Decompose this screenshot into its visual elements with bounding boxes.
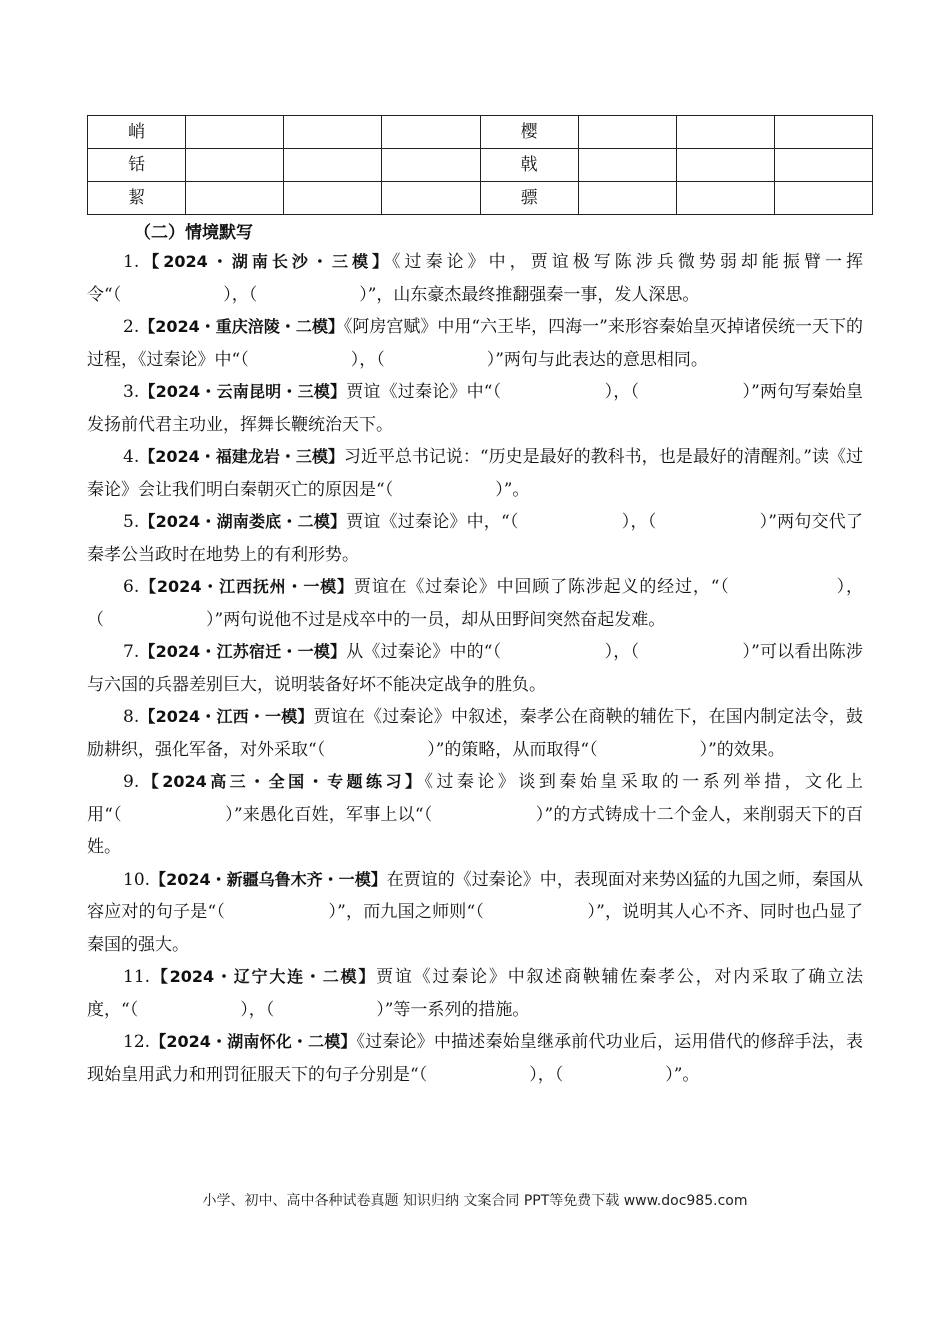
question-number: 11. — [123, 967, 151, 987]
question-source: 【2024・湖南怀化・二模】 — [150, 1032, 357, 1051]
table-blank-cell — [382, 182, 480, 215]
question-number: 6. — [123, 577, 140, 597]
question-item — [87, 441, 863, 506]
table-blank-cell — [382, 116, 480, 149]
question-number: 9. — [123, 772, 140, 792]
question-item — [87, 636, 863, 701]
table-blank-cell — [284, 116, 382, 149]
question-source: 【2024・湖南长沙・三模】 — [139, 252, 393, 271]
question-item — [87, 376, 863, 441]
question-text: 习近平总书记说：“历史是最好的教科书，也是最好的清醒剂。”读《过秦论》会让我们明白秦朝灭亡的原因是“（ ）”。 — [87, 447, 863, 500]
question-item — [87, 506, 863, 571]
table-row — [88, 182, 873, 215]
question-source: 【2024・江西・一模】 — [139, 707, 314, 726]
table-row — [88, 149, 873, 182]
footer-ad: 小学、初中、高中各种试卷真题 知识归纳 文案合同 PPT等免费下载 www.doc985.com — [202, 1193, 748, 1209]
question-source: 【2024・云南昆明・三模】 — [139, 382, 347, 401]
table-char-cell: 絜 — [88, 182, 186, 215]
question-number: 2. — [123, 317, 140, 337]
question-number: 3. — [123, 382, 140, 402]
table-char-cell: 铦 — [88, 149, 186, 182]
table-blank-cell — [578, 116, 676, 149]
table-blank-cell — [774, 149, 872, 182]
question-source: 【2024・辽宁大连・二模】 — [150, 967, 377, 986]
question-text: 《过秦论》谈到秦始皇采取的一系列举措，文化上用“（ ）”来愚化百姓，军事上以“（ ）”的方式铸成十二个金人，来削弱天下的百姓。 — [87, 772, 863, 857]
character-table — [87, 115, 873, 215]
question-text: 《阿房宫赋》中用“六王毕，四海一”来形容秦始皇灭掉诸侯统一天下的过程，《过秦论》中“（ ），（ ）”两句与此表达的意思相同。 — [87, 317, 863, 370]
table-blank-cell — [578, 149, 676, 182]
table-char-cell: 樱 — [480, 116, 578, 149]
question-text: 贾谊《过秦论》中叙述商鞅辅佐秦孝公，对内采取了确立法度，“（ ），（ ）”等一系列的措施。 — [87, 967, 863, 1020]
question-text: 贾谊在《过秦论》中叙述，秦孝公在商鞅的辅佐下，在国内制定法令，鼓励耕织，强化军备，对外采取“（ ）”的策略，从而取得“（ ）”的效果。 — [87, 707, 863, 760]
question-number: 5. — [123, 512, 140, 532]
table-blank-cell — [382, 149, 480, 182]
question-item — [87, 246, 863, 311]
question-number: 1. — [123, 252, 140, 272]
question-source: 【2024・重庆涪陵・二模】 — [139, 317, 344, 336]
table-char-cell: 骠 — [480, 182, 578, 215]
question-text: 《过秦论》中，贾谊极写陈涉兵微势弱却能振臂一挥令“（ ），（ ）”，山东豪杰最终推翻强秦一事，发人深思。 — [87, 252, 863, 305]
question-source: 【2024・湖南娄底・二模】 — [139, 512, 347, 531]
table-blank-cell — [676, 182, 774, 215]
table-row — [88, 116, 873, 149]
table-blank-cell — [676, 149, 774, 182]
question-text: 从《过秦论》中的“（ ），（ ）”可以看出陈涉与六国的兵器差别巨大，说明装备好坏不能决定战争的胜负。 — [87, 642, 863, 695]
question-item — [87, 571, 863, 636]
question-source: 【2024・江苏宿迁・一模】 — [139, 642, 347, 661]
question-number: 8. — [123, 707, 140, 727]
table-blank-cell — [774, 116, 872, 149]
question-text: 《过秦论》中描述秦始皇继承前代功业后，运用借代的修辞手法，表现始皇用武力和刑罚征服天下的句子分别是“（ ），（ ）”。 — [87, 1032, 863, 1085]
section-title: （二）情境默写 — [134, 223, 253, 243]
question-number: 7. — [123, 642, 140, 662]
question-number: 12. — [123, 1032, 151, 1052]
table-char-cell: 戟 — [480, 149, 578, 182]
question-source: 【2024高三・全国・专题练习】 — [139, 772, 425, 791]
table-blank-cell — [284, 149, 382, 182]
table-blank-cell — [774, 182, 872, 215]
question-text: 在贾谊的《过秦论》中，表现面对来势凶猛的九国之师，秦国从容应对的句子是“（ ）”，而九国之师则“（ ）”，说明其人心不齐、同时也凸显了秦国的强大。 — [87, 869, 863, 955]
question-source: 【2024・新疆乌鲁木齐・一模】 — [150, 869, 387, 889]
table-blank-cell — [186, 182, 284, 215]
table-blank-cell — [186, 116, 284, 149]
question-item — [87, 701, 863, 766]
question-number: 4. — [123, 447, 140, 467]
question-text: 贾谊在《过秦论》中回顾了陈涉起义的经过，“（ ），（ ）”两句说他不过是戍卒中的一员，却从田野间突然奋起发难。 — [87, 577, 863, 630]
question-item — [87, 311, 863, 376]
question-item — [87, 766, 863, 864]
question-source: 【2024・福建龙岩・三模】 — [139, 447, 344, 466]
question-number: 10. — [123, 869, 151, 890]
table-blank-cell — [186, 149, 284, 182]
table-char-cell: 峭 — [88, 116, 186, 149]
question-text: 贾谊《过秦论》中“（ ），（ ）”两句写秦始皇发扬前代君主功业，挥舞长鞭统治天下。 — [87, 382, 863, 435]
question-text: 贾谊《过秦论》中，“（ ），（ ）”两句交代了秦孝公当政时在地势上的有利形势。 — [87, 512, 863, 565]
table-blank-cell — [676, 116, 774, 149]
table-blank-cell — [578, 182, 676, 215]
question-list — [87, 246, 863, 1091]
question-source: 【2024・江西抚州・一模】 — [139, 577, 354, 596]
question-item — [87, 1026, 863, 1091]
question-item — [87, 864, 863, 962]
table-blank-cell — [284, 182, 382, 215]
question-item — [87, 961, 863, 1026]
